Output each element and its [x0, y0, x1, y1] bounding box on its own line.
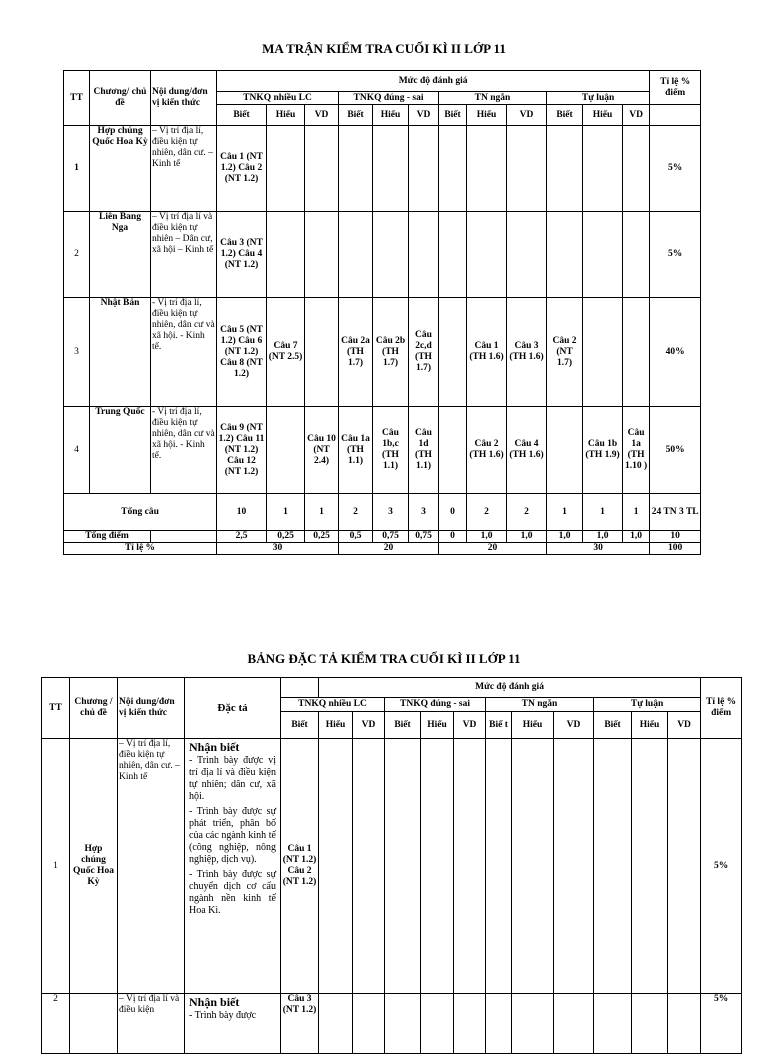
- question-cell: Câu 1a (TH 1.1): [339, 407, 373, 494]
- row-tt: 4: [64, 407, 90, 494]
- row-content: – Vị trí địa lí và điều kiện: [118, 994, 185, 1054]
- total-score-cell: 0,5: [339, 531, 373, 543]
- empty-cell: [554, 739, 594, 994]
- sub-header: VD: [507, 105, 547, 126]
- row-content: – Vị trí địa lí và điều kiện tự nhiên – Dân cư, xã hội – Kinh tế: [151, 212, 217, 298]
- sub-header: Biết: [217, 105, 267, 126]
- total-percent-label: Tỉ lệ %: [64, 543, 217, 555]
- total-score-cell: 1,0: [507, 531, 547, 543]
- total-count-cell: 1: [267, 494, 305, 531]
- total-percent-cell: 20: [339, 543, 439, 555]
- sub-header: Biết: [439, 105, 467, 126]
- row-ratio: 50%: [650, 407, 701, 494]
- spec-title: BẢNG ĐẶC TẢ KIỂM TRA CUỐI KÌ II LỚP 11: [247, 651, 521, 666]
- sub-header: Hiểu: [421, 712, 454, 739]
- question-cell: [339, 212, 373, 298]
- total-count-cell: 2: [507, 494, 547, 531]
- sub-header: VD: [668, 712, 701, 739]
- total-score-cell: 1,0: [547, 531, 583, 543]
- question-cell: [583, 126, 623, 212]
- question-cell: Câu 2a (TH 1.7): [339, 298, 373, 407]
- sub-header: VD: [623, 105, 650, 126]
- empty-cell: [353, 739, 385, 994]
- question-cell: [305, 126, 339, 212]
- question-cell: [547, 407, 583, 494]
- total-count-cell: 0: [439, 494, 467, 531]
- question-cell: [623, 126, 650, 212]
- row-chapter: Hợp chúng Quốc Hoa Kỳ: [90, 126, 151, 212]
- group-header: TNKQ đúng - sai: [339, 92, 439, 105]
- question-cell: [583, 212, 623, 298]
- spec-header: Đặc tả: [185, 678, 281, 739]
- total-count-cell: 10: [217, 494, 267, 531]
- empty-cell: [650, 105, 701, 126]
- total-score-label: Tổng điểm: [64, 531, 151, 543]
- total-score-cell: 0,25: [305, 531, 339, 543]
- question-cell: [507, 212, 547, 298]
- total-score-cell: 1,0: [583, 531, 623, 543]
- empty-cell: [319, 739, 353, 994]
- group-header: TN ngắn: [486, 698, 594, 712]
- row-content: - Vị trí địa lí, điều kiện tự nhiên, dân cư và xã hội. - Kinh tế.: [151, 298, 217, 407]
- empty-cell: [632, 739, 668, 994]
- question-cell: Câu 10 (NT 2.4): [305, 407, 339, 494]
- levels-header: Mức độ đánh giá: [319, 678, 701, 698]
- total-score-ratio: 10: [650, 531, 701, 543]
- row-tt: 2: [64, 212, 90, 298]
- total-score-cell: 0,75: [409, 531, 439, 543]
- row-chapter: Hợp chúng Quốc Hoa Kỳ: [70, 739, 118, 994]
- empty-cell: [281, 678, 319, 698]
- group-header: TN ngắn: [439, 92, 547, 105]
- group-header: TNKQ nhiều LC: [217, 92, 339, 105]
- row-tt: 2: [42, 994, 70, 1054]
- total-count-cell: 1: [623, 494, 650, 531]
- row-ratio: 5%: [701, 739, 742, 994]
- question-cell: Câu 1 (TH 1.6): [467, 298, 507, 407]
- question-cell: Câu 1d (TH 1.1): [409, 407, 439, 494]
- total-score-cell: 2,5: [217, 531, 267, 543]
- question-cell: [507, 126, 547, 212]
- total-score-cell: 0,25: [267, 531, 305, 543]
- sub-header: Hiểu: [373, 105, 409, 126]
- spec-item: - Trình bày được sự chuyển dịch cơ cấu ngành nền kinh tế Hoa Kì.: [189, 869, 276, 916]
- empty-cell: [385, 739, 421, 994]
- empty-cell: [454, 739, 486, 994]
- row-tt: 3: [64, 298, 90, 407]
- question-cell: Câu 2b (TH 1.7): [373, 298, 409, 407]
- matrix-title: MA TRẬN KIỂM TRA CUỐI KÌ II LỚP 11: [262, 41, 506, 56]
- question-cell: [547, 212, 583, 298]
- question-cell: Câu 3 (NT 1.2): [281, 994, 319, 1054]
- question-cell: [373, 212, 409, 298]
- question-cell: Câu 1b,c (TH 1.1): [373, 407, 409, 494]
- sub-header: Biế t: [486, 712, 512, 739]
- sub-header: Biết: [281, 712, 319, 739]
- row-chapter: Nhật Bản: [90, 298, 151, 407]
- row-ratio: 5%: [650, 126, 701, 212]
- total-percent-cell: 30: [547, 543, 650, 555]
- sub-header: Hiểu: [632, 712, 668, 739]
- empty-cell: [151, 531, 217, 543]
- sub-header: Hiểu: [512, 712, 554, 739]
- sub-header: VD: [554, 712, 594, 739]
- question-cell: [547, 126, 583, 212]
- question-cell: [267, 407, 305, 494]
- total-count-cell: 1: [547, 494, 583, 531]
- question-cell: Câu 4 (TH 1.6): [507, 407, 547, 494]
- sub-header: Biết: [547, 105, 583, 126]
- question-cell: [439, 407, 467, 494]
- content-header: Nội dung/đơn vị kiến thức: [151, 71, 217, 126]
- question-cell: [267, 212, 305, 298]
- question-cell: [439, 126, 467, 212]
- question-cell: Câu 9 (NT 1.2) Câu 11 (NT 1.2) Câu 12 (NT 1.2): [217, 407, 267, 494]
- group-header: TNKQ nhiều LC: [281, 698, 385, 712]
- question-cell: Câu 1 (NT 1.2) Câu 2 (NT 1.2): [217, 126, 267, 212]
- question-cell: Câu 1b (TH 1.9): [583, 407, 623, 494]
- question-cell: Câu 1 (NT 1.2) Câu 2 (NT 1.2): [281, 739, 319, 994]
- total-count-cell: 1: [583, 494, 623, 531]
- question-cell: Câu 1a (TH 1.10 ): [623, 407, 650, 494]
- total-score-cell: 0: [439, 531, 467, 543]
- question-cell: [373, 126, 409, 212]
- row-tt: 1: [42, 739, 70, 994]
- tt-header: TT: [64, 71, 90, 126]
- empty-cell: [594, 739, 632, 994]
- spec-item: - Trình bày được: [189, 1010, 257, 1021]
- sub-header: VD: [353, 712, 385, 739]
- question-cell: [467, 212, 507, 298]
- levels-header: Mức độ đánh giá: [217, 71, 650, 92]
- total-count-cell: 3: [409, 494, 439, 531]
- row-ratio: 5%: [701, 994, 742, 1054]
- row-tt: 1: [64, 126, 90, 212]
- question-cell: [267, 126, 305, 212]
- total-count-cell: 3: [373, 494, 409, 531]
- ratio-header: Tỉ lệ % điểm: [650, 71, 701, 105]
- spec-item: - Trình bày được vị trí địa lí và điều kiện tự nhiên; dân cư, xã hội.: [189, 755, 276, 802]
- total-score-cell: 1,0: [467, 531, 507, 543]
- question-cell: [439, 298, 467, 407]
- question-cell: [409, 212, 439, 298]
- sub-header: Biết: [594, 712, 632, 739]
- total-count-cell: 2: [467, 494, 507, 531]
- tt-header: TT: [42, 678, 70, 739]
- question-cell: [583, 298, 623, 407]
- row-content: – Vị trí địa lí, điều kiện tự nhiên, dân cư. – Kinh tế: [151, 126, 217, 212]
- question-cell: [439, 212, 467, 298]
- level-heading: Nhận biết: [189, 740, 240, 754]
- row-chapter: Trung Quốc: [90, 407, 151, 494]
- content-header: Nội dung/đơn vị kiến thức: [118, 678, 185, 739]
- question-cell: Câu 3 (TH 1.6): [507, 298, 547, 407]
- sub-header: VD: [454, 712, 486, 739]
- sub-header: Hiểu: [583, 105, 623, 126]
- total-percent-cell: 20: [439, 543, 547, 555]
- row-ratio: 5%: [650, 212, 701, 298]
- sub-header: Biết: [339, 105, 373, 126]
- row-content: – Vị trí địa lí, điều kiện tự nhiên, dân cư. – Kinh tế: [118, 739, 185, 994]
- group-header: Tự luận: [547, 92, 650, 105]
- empty-cell: [668, 739, 701, 994]
- group-header: Tự luận: [594, 698, 701, 712]
- group-header: TNKQ đúng - sai: [385, 698, 486, 712]
- total-percent-cell: 30: [217, 543, 339, 555]
- total-percent-ratio: 100: [650, 543, 701, 555]
- total-score-cell: 0,75: [373, 531, 409, 543]
- question-cell: Câu 2 (NT 1.7): [547, 298, 583, 407]
- question-cell: Câu 7 (NT 2.5): [267, 298, 305, 407]
- question-cell: Câu 2 (TH 1.6): [467, 407, 507, 494]
- row-content: - Vị trí địa lí, điều kiện tự nhiên, dân cư và xã hội. - Kinh tế.: [151, 407, 217, 494]
- total-count-cell: 1: [305, 494, 339, 531]
- question-cell: [623, 212, 650, 298]
- question-cell: Câu 3 (NT 1.2) Câu 4 (NT 1.2): [217, 212, 267, 298]
- sub-header: Hiểu: [319, 712, 353, 739]
- assessment-matrix-table: [63, 70, 701, 555]
- sub-header: VD: [409, 105, 439, 126]
- chapter-header: Chương / chủ đề: [70, 678, 118, 739]
- ratio-header: Tỉ lệ % điểm: [701, 678, 742, 739]
- question-cell: Câu 5 (NT 1.2) Câu 6 (NT 1.2) Câu 8 (NT 1.2): [217, 298, 267, 407]
- sub-header: Hiểu: [467, 105, 507, 126]
- sub-header: Hiểu: [267, 105, 305, 126]
- question-cell: [623, 298, 650, 407]
- question-cell: [467, 126, 507, 212]
- question-cell: [305, 298, 339, 407]
- question-cell: [305, 212, 339, 298]
- sub-header: VD: [305, 105, 339, 126]
- row-ratio: 40%: [650, 298, 701, 407]
- empty-cell: [421, 739, 454, 994]
- empty-cell: [512, 739, 554, 994]
- total-count-cell: 2: [339, 494, 373, 531]
- question-cell: [339, 126, 373, 212]
- question-cell: [409, 126, 439, 212]
- chapter-header: Chương/ chủ đề: [90, 71, 151, 126]
- total-count-label: Tổng câu: [64, 494, 217, 531]
- level-heading: Nhận biết: [189, 995, 240, 1009]
- spec-description: [185, 739, 281, 994]
- total-count-ratio: 24 TN 3 TL: [650, 494, 701, 531]
- row-chapter: Liên Bang Nga: [90, 212, 151, 298]
- total-score-cell: 1,0: [623, 531, 650, 543]
- sub-header: Biết: [385, 712, 421, 739]
- spec-item: - Trình bày được sự phát triển, phân bố của các ngành kinh tế (công nghiệp, nông nghiệp, dịch vụ).: [189, 806, 276, 865]
- spec-table: [41, 677, 742, 1054]
- empty-cell: [486, 739, 512, 994]
- question-cell: Câu 2c,d (TH 1.7): [409, 298, 439, 407]
